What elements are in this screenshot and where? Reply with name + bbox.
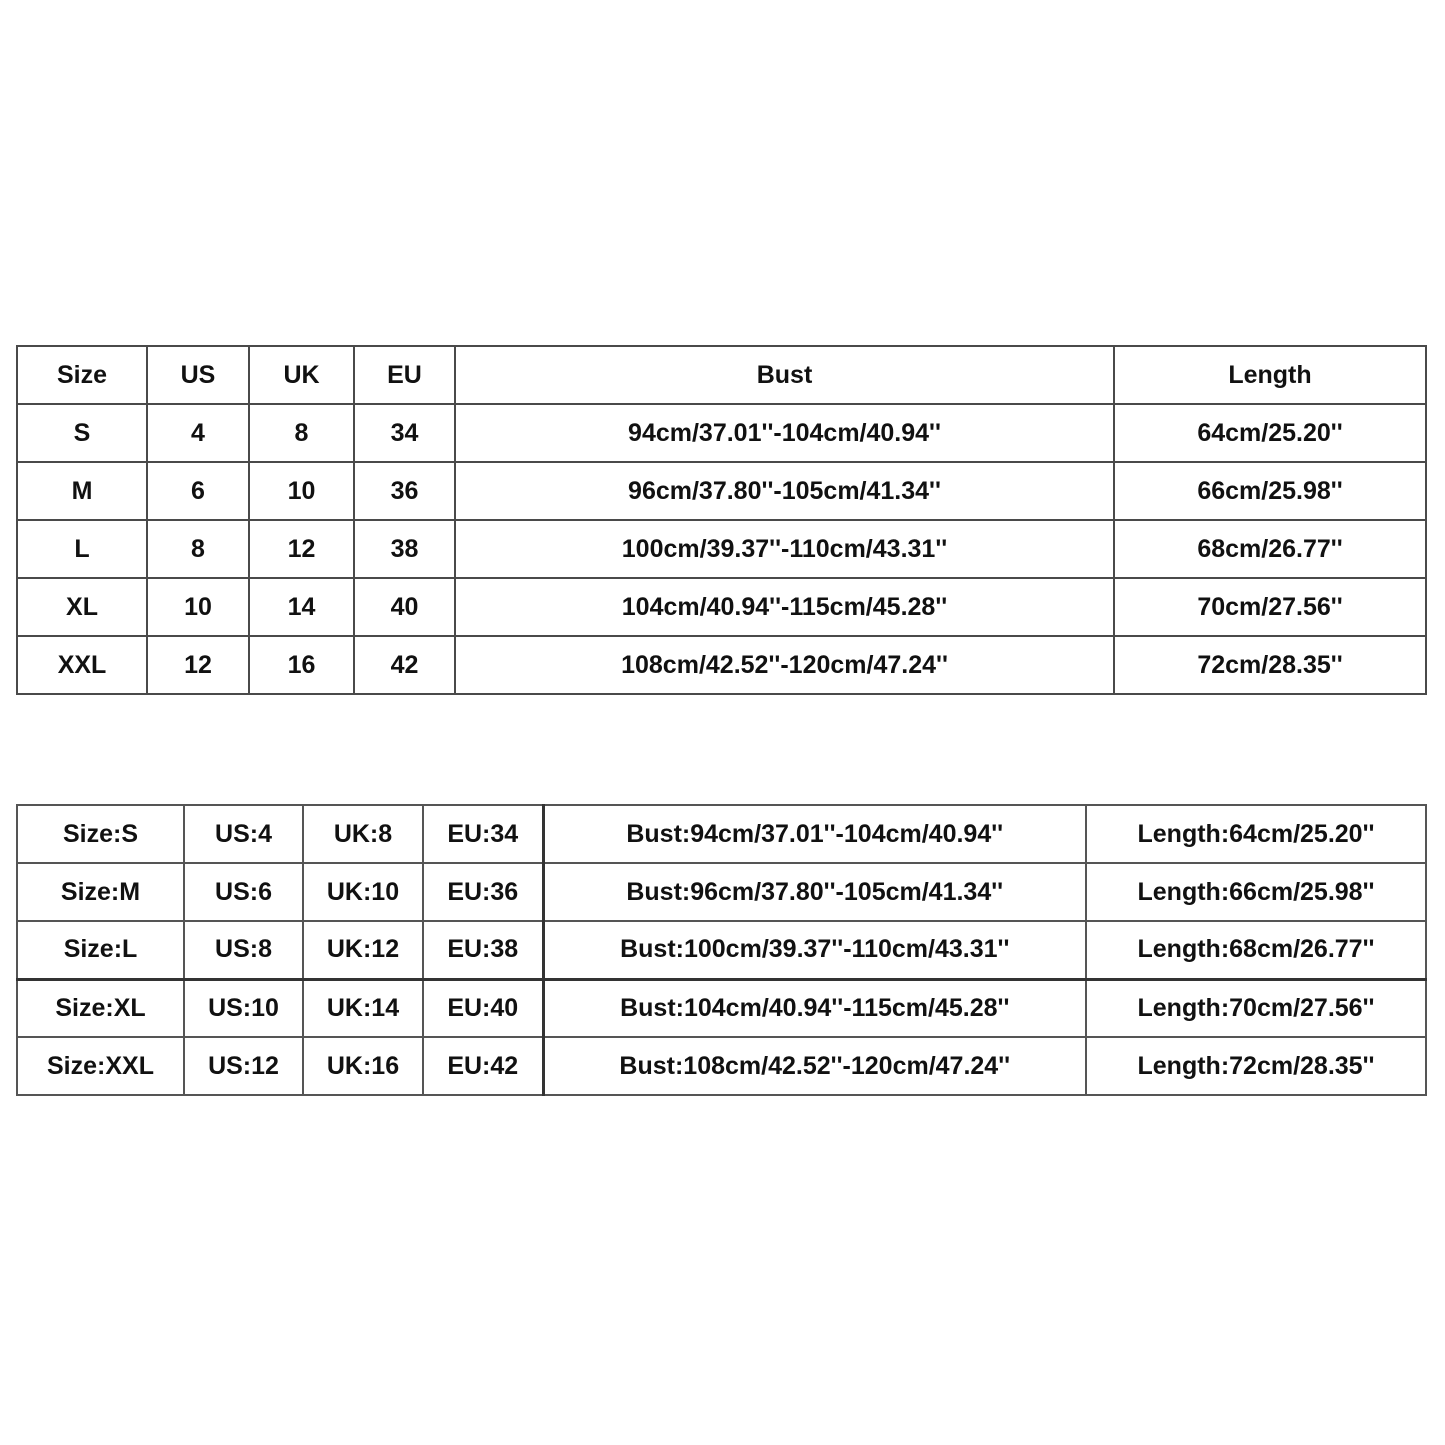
cell-length: Length:66cm/25.98''	[1086, 863, 1426, 921]
cell-uk: 10	[249, 462, 354, 520]
cell-eu: 38	[354, 520, 455, 578]
cell-bust: 104cm/40.94''-115cm/45.28''	[455, 578, 1114, 636]
header-bust: Bust	[455, 346, 1114, 404]
cell-us: 4	[147, 404, 249, 462]
table-row	[17, 1037, 1426, 1095]
cell-uk: 12	[249, 520, 354, 578]
cell-us: US:10	[184, 979, 303, 1037]
cell-us: 8	[147, 520, 249, 578]
header-us: US	[147, 346, 249, 404]
table-row	[17, 462, 1426, 520]
table-row	[17, 805, 1426, 863]
size-chart-table-1	[16, 345, 1427, 695]
table-row	[17, 863, 1426, 921]
cell-eu: 34	[354, 404, 455, 462]
cell-size: Size:S	[17, 805, 184, 863]
cell-size: XL	[17, 578, 147, 636]
cell-us: US:12	[184, 1037, 303, 1095]
cell-eu: 42	[354, 636, 455, 694]
cell-size: M	[17, 462, 147, 520]
table-row	[17, 520, 1426, 578]
cell-uk: 8	[249, 404, 354, 462]
cell-uk: UK:14	[303, 979, 423, 1037]
cell-size: Size:XXL	[17, 1037, 184, 1095]
cell-length: 72cm/28.35''	[1114, 636, 1426, 694]
cell-bust: Bust:94cm/37.01''-104cm/40.94''	[543, 805, 1086, 863]
cell-eu: EU:34	[423, 805, 543, 863]
table-row	[17, 578, 1426, 636]
cell-length: 70cm/27.56''	[1114, 578, 1426, 636]
cell-us: US:8	[184, 921, 303, 979]
cell-eu: 36	[354, 462, 455, 520]
cell-uk: UK:8	[303, 805, 423, 863]
cell-uk: UK:16	[303, 1037, 423, 1095]
cell-size: Size:L	[17, 921, 184, 979]
cell-length: Length:70cm/27.56''	[1086, 979, 1426, 1037]
cell-size: Size:M	[17, 863, 184, 921]
cell-length: Length:64cm/25.20''	[1086, 805, 1426, 863]
cell-length: Length:72cm/28.35''	[1086, 1037, 1426, 1095]
cell-size: Size:XL	[17, 979, 184, 1037]
cell-length: 64cm/25.20''	[1114, 404, 1426, 462]
cell-bust: 100cm/39.37''-110cm/43.31''	[455, 520, 1114, 578]
cell-uk: 16	[249, 636, 354, 694]
cell-size: S	[17, 404, 147, 462]
table-row	[17, 636, 1426, 694]
cell-eu: EU:36	[423, 863, 543, 921]
cell-us: US:4	[184, 805, 303, 863]
header-eu: EU	[354, 346, 455, 404]
cell-bust: Bust:100cm/39.37''-110cm/43.31''	[543, 921, 1086, 979]
cell-size: XXL	[17, 636, 147, 694]
cell-bust: Bust:96cm/37.80''-105cm/41.34''	[543, 863, 1086, 921]
cell-uk: UK:10	[303, 863, 423, 921]
header-size: Size	[17, 346, 147, 404]
cell-eu: EU:38	[423, 921, 543, 979]
header-uk: UK	[249, 346, 354, 404]
table-row	[17, 979, 1426, 1037]
table-row	[17, 404, 1426, 462]
cell-eu: EU:40	[423, 979, 543, 1037]
table-header-row	[17, 346, 1426, 404]
header-length: Length	[1114, 346, 1426, 404]
table-row	[17, 921, 1426, 979]
cell-length: Length:68cm/26.77''	[1086, 921, 1426, 979]
cell-eu: EU:42	[423, 1037, 543, 1095]
cell-bust: Bust:104cm/40.94''-115cm/45.28''	[543, 979, 1086, 1037]
cell-uk: 14	[249, 578, 354, 636]
cell-eu: 40	[354, 578, 455, 636]
cell-uk: UK:12	[303, 921, 423, 979]
size-chart-table-2	[16, 804, 1427, 1096]
cell-bust: Bust:108cm/42.52''-120cm/47.24''	[543, 1037, 1086, 1095]
cell-bust: 96cm/37.80''-105cm/41.34''	[455, 462, 1114, 520]
cell-length: 68cm/26.77''	[1114, 520, 1426, 578]
cell-bust: 94cm/37.01''-104cm/40.94''	[455, 404, 1114, 462]
cell-us: 6	[147, 462, 249, 520]
cell-size: L	[17, 520, 147, 578]
cell-us: US:6	[184, 863, 303, 921]
cell-length: 66cm/25.98''	[1114, 462, 1426, 520]
cell-us: 12	[147, 636, 249, 694]
cell-us: 10	[147, 578, 249, 636]
cell-bust: 108cm/42.52''-120cm/47.24''	[455, 636, 1114, 694]
